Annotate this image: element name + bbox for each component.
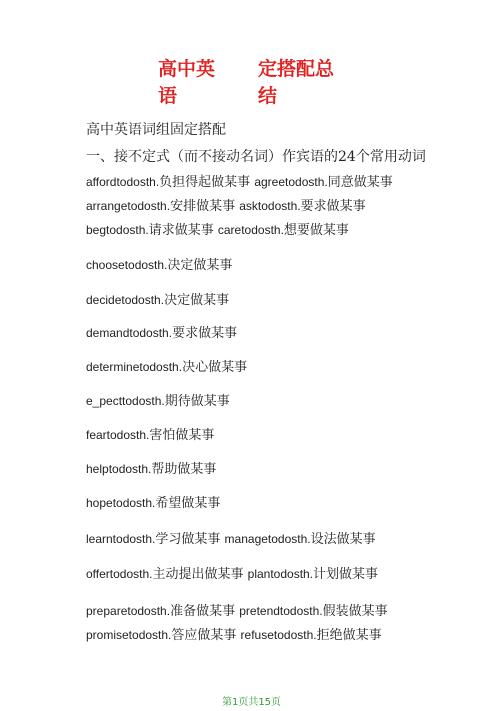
title-left (158, 56, 228, 110)
phrase-chinese: 要求做某事 (300, 199, 366, 214)
phrase-english: agreetodosth. (254, 175, 328, 189)
phrase-english: offertodosth. (86, 567, 153, 581)
phrase-english: helptodosth. (86, 462, 152, 476)
phrase-chinese: 安排做某事 (170, 199, 236, 214)
phrase-chinese: 请求做某事 (148, 223, 214, 238)
vocab-line (86, 174, 393, 191)
phrase-english: pretendtodosth. (239, 604, 323, 618)
title-right-line2: 结 (258, 85, 278, 107)
phrase-chinese: 决心做某事 (182, 360, 248, 375)
vocab-line (86, 427, 214, 444)
phrase-english: arrangetodosth. (86, 199, 171, 213)
phrase-chinese: 想要做某事 (283, 223, 349, 238)
vocab-line (86, 359, 247, 376)
phrase-chinese: 拒绝做某事 (316, 628, 382, 643)
phrase-chinese: 决定做某事 (167, 258, 233, 273)
phrase-english: asktodosth. (239, 199, 301, 213)
vocab-line (86, 531, 376, 548)
vocab-line (86, 495, 220, 512)
phrase-chinese: 帮助做某事 (151, 462, 217, 477)
page-footer: 第1页共15页 (221, 697, 282, 708)
vocab-line (86, 566, 378, 583)
phrase-english: caretodosth. (217, 223, 284, 237)
vocab-line (86, 325, 237, 342)
phrase-english: managetodosth. (224, 532, 311, 546)
phrase-chinese: 害怕做某事 (149, 428, 215, 443)
phrase-english: begtodosth. (86, 223, 149, 237)
vocab-line (86, 393, 230, 410)
vocab-line (86, 461, 216, 478)
vocab-line (86, 627, 382, 644)
phrase-chinese: 学习做某事 (155, 532, 221, 547)
phrase-english: demandtodosth. (86, 326, 173, 340)
vocab-line (86, 257, 232, 274)
phrase-chinese: 希望做某事 (155, 496, 221, 511)
phrase-english: plantodosth. (247, 567, 314, 581)
phrase-chinese: 准备做某事 (170, 604, 236, 619)
phrase-english: determinetodosth. (86, 360, 183, 374)
phrase-chinese: 同意做某事 (327, 175, 393, 190)
phrase-chinese: 要求做某事 (172, 326, 238, 341)
phrase-chinese: 计划做某事 (313, 567, 379, 582)
phrase-english: feartodosth. (86, 428, 150, 442)
phrase-english: e_pecttodosth. (86, 394, 165, 408)
phrase-english: preparetodosth. (86, 604, 171, 618)
phrase-english: decidetodosth. (86, 293, 165, 307)
phrase-english: refusetodosth. (240, 628, 317, 642)
phrase-english: hopetodosth. (86, 496, 156, 510)
phrase-english: promisetodosth. (86, 628, 172, 642)
phrase-chinese: 假装做某事 (322, 604, 388, 619)
vocab-line (86, 603, 388, 620)
phrase-english: learntodosth. (86, 532, 156, 546)
subtitle: 高中英语词组固定搭配 (86, 122, 226, 138)
phrase-chinese: 主动提出做某事 (152, 567, 244, 582)
title-left-line1: 高中英 (158, 58, 216, 80)
phrase-english: affordtodosth. (86, 175, 160, 189)
vocab-line (86, 222, 349, 239)
phrase-chinese: 负担得起做某事 (159, 175, 251, 190)
phrase-chinese: 答应做某事 (171, 628, 237, 643)
title-right (258, 56, 358, 110)
document-title (0, 56, 503, 116)
section-heading: 一、接不定式（而不接动名词）作宾语的24个常用动词 (86, 149, 426, 165)
phrase-chinese: 期待做某事 (164, 394, 230, 409)
phrase-chinese: 设法做某事 (310, 532, 376, 547)
title-right-line1: 定搭配总 (258, 58, 335, 80)
vocab-line (86, 198, 366, 215)
vocab-line (86, 292, 229, 309)
phrase-english: choosetodosth. (86, 258, 168, 272)
phrase-chinese: 决定做某事 (164, 293, 230, 308)
title-left-line2: 语 (158, 85, 178, 107)
